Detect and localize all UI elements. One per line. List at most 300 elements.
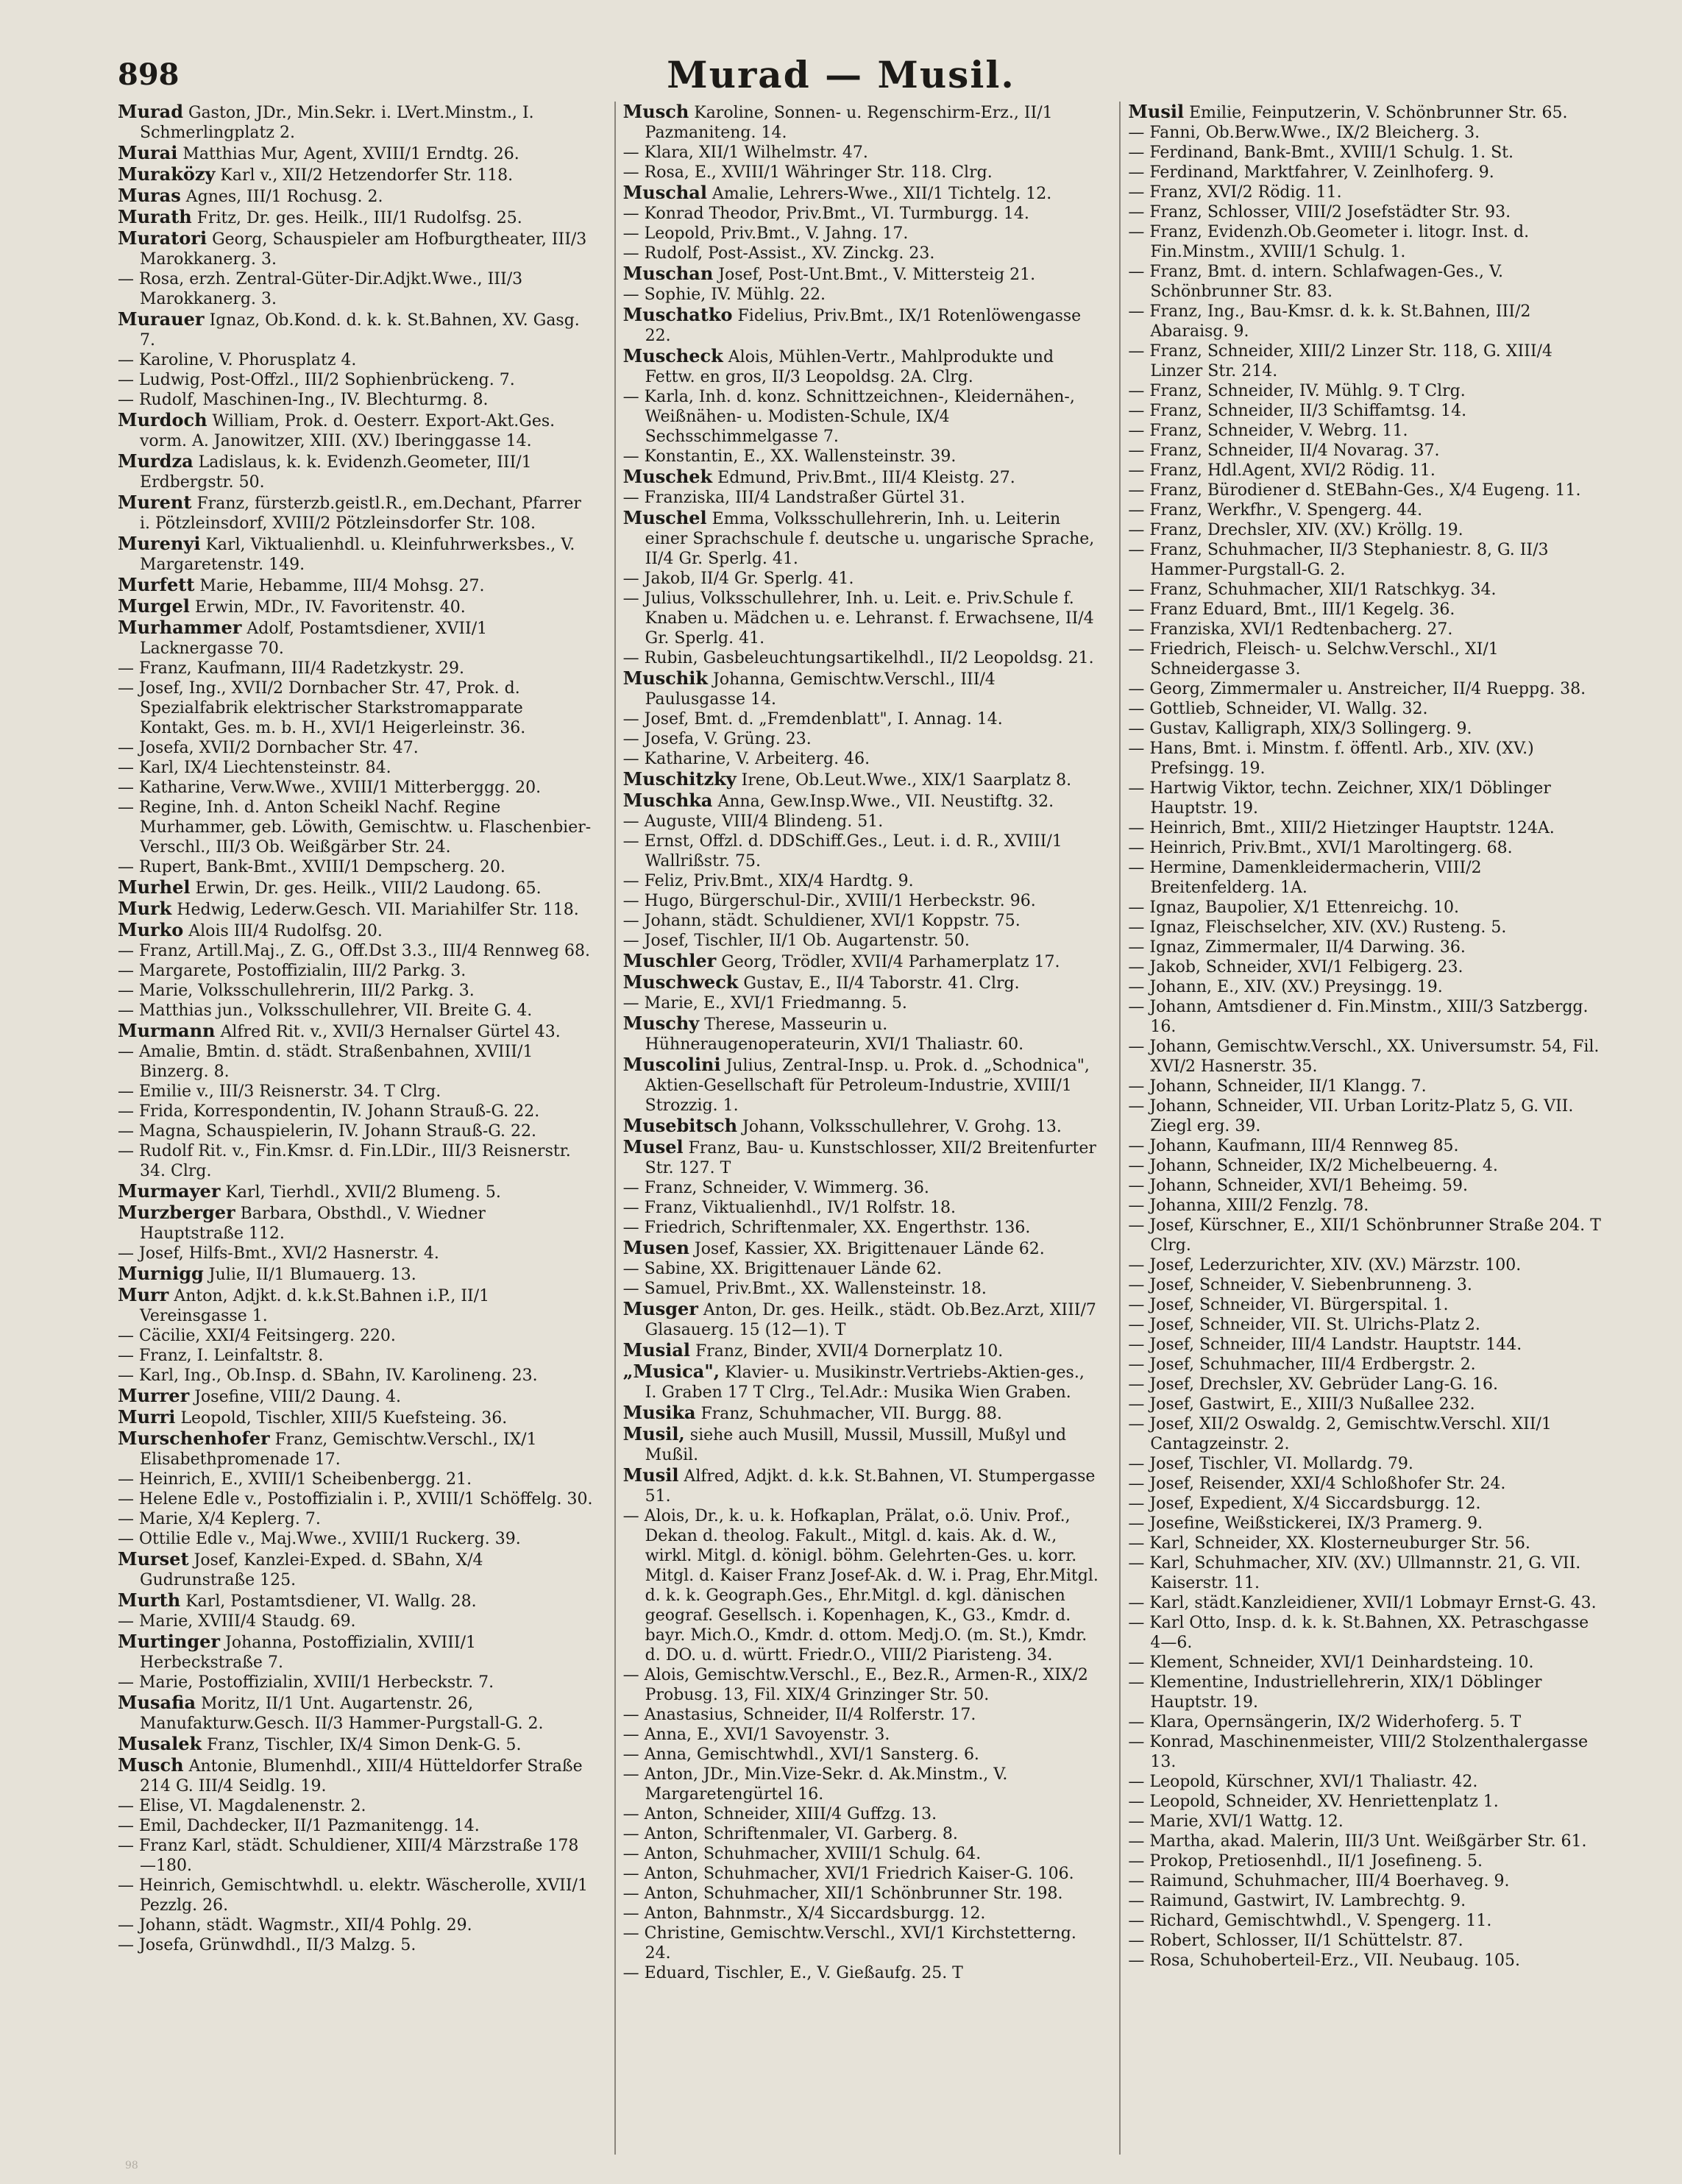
- entry-text: — Prokop, Pretiosenhdl., II/1 Josefineng. 5.: [1128, 1852, 1483, 1871]
- entry-surname: Murent: [118, 492, 192, 513]
- directory-entry: [1128, 1951, 1604, 1971]
- directory-entry: [623, 1259, 1099, 1279]
- directory-entry: [118, 410, 594, 451]
- directory-entry: [623, 508, 1099, 569]
- directory-entry: [118, 1386, 594, 1407]
- entry-text: — Feliz, Priv.Bmt., XIX/4 Hardtg. 9.: [622, 872, 914, 890]
- directory-entry: [1128, 143, 1604, 163]
- directory-entry: [623, 1725, 1099, 1745]
- directory-entry: [118, 920, 594, 941]
- entry-text: — Franz, Schneider, II/4 Novarag. 37.: [1128, 442, 1440, 460]
- entry-surname: Murdza: [118, 450, 194, 472]
- directory-entry: [1128, 1394, 1604, 1414]
- directory-entry: [1128, 1216, 1604, 1255]
- entry-text: — Marie, XVI/1 Wattg. 12.: [1128, 1812, 1344, 1831]
- entry-text: — Franz, Viktualienhdl., IV/1 Rolfstr. 18.: [622, 1199, 957, 1217]
- directory-entry: [1128, 1534, 1604, 1553]
- entry-text: — Karl, Schneider, XX. Klosterneuburger Str. 56.: [1128, 1534, 1530, 1553]
- entry-text: Erwin, MDr., IV. Favoritenstr. 40.: [189, 598, 466, 617]
- directory-entry: [1128, 1613, 1604, 1653]
- entry-text: — Alois, Dr., k. u. k. Hofkaplan, Prälat, o.ö. Univ. Prof., Dekan d. theolog. Fakult., Mitgl. d. kais. Ak. d. W., wirkl. Mitgl. d. königl. böhm. Gelehrten-Ges. u. korr. Mitgl. d. Kaiser Franz Josef-Ak. d. W. i. Prag, Ehr.Mitgl. d. k. k. Geograph.Ges., Ehr.Mitgl. d. kgl. dänischen geograf. Gesellsch. i. Kopenhagen, K., G3., Kmdr. d. bayr. Mich.O., Kmdr. d. ottom. Medj.O. (m. St.), Kmdr. d. DO. u. d. württ. Friedr.O., VIII/2 Piaristeng. 34.: [622, 1507, 1099, 1664]
- entry-text: — Klement, Schneider, XVI/1 Deinhardsteing. 10.: [1128, 1653, 1534, 1672]
- entry-text: — Marie, XVIII/4 Staudg. 69.: [118, 1612, 356, 1631]
- directory-entry: [118, 1796, 594, 1816]
- directory-entry: [1128, 779, 1604, 818]
- entry-text: — Ignaz, Zimmermaler, II/4 Darwing. 36.: [1128, 938, 1466, 957]
- entry-text: — Josef, XII/2 Oswaldg. 2, Gemischtw.Verschl. XII/1 Cantagzeinstr. 2.: [1128, 1415, 1552, 1453]
- entry-text: — Josef, Lederzurichter, XIV. (XV.) Märzstr. 100.: [1128, 1256, 1522, 1274]
- directory-entry: [118, 758, 594, 778]
- entry-text: — Heinrich, Priv.Bmt., XVI/1 Maroltingerg. 68.: [1128, 839, 1513, 857]
- directory-entry: [1128, 123, 1604, 143]
- entry-text: Fritz, Dr. ges. Heilk., III/1 Rudolfsg. 25.: [191, 209, 522, 227]
- directory-entry: [118, 877, 594, 898]
- directory-entry: [623, 305, 1099, 346]
- entry-text: Alfred, Adjkt. d. k.k. St.Bahnen, VI. Stumpergasse 51.: [645, 1467, 1096, 1506]
- directory-entry: [623, 1465, 1099, 1506]
- directory-entry: [118, 164, 594, 185]
- entry-text: — Helene Edle v., Postoffizialin i. P., XVIII/1 Schöffelg. 30.: [118, 1490, 593, 1508]
- entry-surname: Muschek: [622, 466, 713, 487]
- entry-text: — Franz, Schneider, V. Webrg. 11.: [1128, 422, 1408, 440]
- entry-text: — Josefine, Weißstickerei, IX/3 Pramerg. 9.: [1128, 1514, 1483, 1533]
- entry-text: — Franz, Artill.Maj., Z. G., Off.Dst 3.3., III/4 Rennweg 68.: [118, 942, 590, 960]
- directory-entry: [118, 1346, 594, 1366]
- entry-text: Amalie, Lehrers-Wwe., XII/1 Tichtelg. 12.: [706, 185, 1052, 203]
- entry-text: Franz, Bau- u. Kunstschlosser, XII/2 Breitenfurter Str. 127. T: [645, 1139, 1096, 1177]
- directory-entry: [623, 769, 1099, 790]
- directory-entry: [118, 1366, 594, 1386]
- directory-entry: [623, 1238, 1099, 1259]
- directory-entry: [118, 617, 594, 659]
- directory-entry: [623, 1665, 1099, 1705]
- entry-surname: Murth: [118, 1589, 181, 1611]
- entry-surname: Murdoch: [118, 409, 207, 430]
- directory-entry: [118, 659, 594, 678]
- directory-entry: [1128, 1653, 1604, 1673]
- entry-text: — Johann, Schneider, IX/2 Michelbeuerng. 4.: [1128, 1157, 1498, 1175]
- entry-surname: Musen: [622, 1237, 689, 1258]
- entry-text: — Josef, Schneider, III/4 Landstr. Hauptstr. 144.: [1128, 1336, 1522, 1354]
- entry-text: — Franz, Bürodiener d. StEBahn-Ges., X/4 Eugeng. 11.: [1128, 481, 1581, 500]
- entry-surname: Murad: [118, 102, 183, 122]
- entry-surname: Murrer: [118, 1385, 190, 1406]
- directory-entry: [118, 1590, 594, 1612]
- directory-entry: [623, 1705, 1099, 1725]
- directory-entry: [1128, 1335, 1604, 1355]
- directory-entry: [118, 1876, 594, 1915]
- directory-entry: [118, 207, 594, 228]
- directory-entry: [623, 467, 1099, 488]
- directory-entry: [118, 961, 594, 981]
- entry-text: — Rubin, Gasbeleuchtungsartikelhdl., II/2 Leopoldsg. 21.: [622, 649, 1094, 667]
- directory-entry: [118, 1915, 594, 1935]
- directory-entry: [1128, 1593, 1604, 1613]
- directory-entry: [623, 812, 1099, 832]
- entry-text: — Raimund, Schuhmacher, III/4 Boerhaveg. 9.: [1128, 1872, 1510, 1890]
- column-left: [118, 102, 594, 2155]
- directory-entry: [1128, 1812, 1604, 1832]
- entry-text: — Franz, Werkfhr., V. Spengerg. 44.: [1128, 501, 1423, 520]
- directory-entry: [1128, 1911, 1604, 1931]
- directory-entry: [118, 269, 594, 309]
- entry-surname: Muschatko: [622, 304, 733, 325]
- directory-entry: [1128, 381, 1604, 401]
- entry-text: siehe auch Musill, Mussil, Mussill, Mußyl und Mußil.: [645, 1426, 1067, 1464]
- entry-text: — Margarete, Postoffizialin, III/2 Parkg. 3.: [118, 962, 466, 980]
- entry-text: — Franz, Schuhmacher, XII/1 Ratschkyg. 34.: [1128, 581, 1497, 599]
- entry-surname: Murgel: [118, 595, 190, 617]
- directory-entry: [1128, 1712, 1604, 1732]
- entry-text: — Josef, Schneider, VII. St. Ulrichs-Platz 2.: [1128, 1316, 1480, 1334]
- entry-text: — Rudolf, Maschinen-Ing., IV. Blechturmg. 8.: [118, 391, 489, 409]
- directory-entry: [623, 1178, 1099, 1198]
- entry-text: — Hans, Bmt. i. Minstm. f. öffentl. Arb., XIV. (XV.) Prefsingg. 19.: [1128, 740, 1534, 778]
- entry-text: — Friedrich, Fleisch- u. Selchw.Verschl., XI/1 Schneidergasse 3.: [1128, 640, 1499, 678]
- entry-surname: Musch: [622, 102, 689, 122]
- entry-text: Johann, Volksschullehrer, V. Grohg. 13.: [737, 1118, 1062, 1136]
- directory-entry: [118, 1509, 594, 1529]
- directory-entry: [118, 1631, 594, 1673]
- entry-text: — Klara, XII/1 Wilhelmstr. 47.: [622, 143, 868, 162]
- entry-text: Hedwig, Lederw.Gesch. VII. Mariahilfer Str. 118.: [171, 901, 579, 919]
- directory-entry: [623, 931, 1099, 951]
- entry-text: — Regine, Inh. d. Anton Scheikl Nachf. Regine Murhammer, geb. Löwith, Gemischtw. u. Flaschenbier-Verschl., III/3 Ob. Weißgärber Str. 24.: [118, 798, 592, 857]
- entry-text: — Franz Eduard, Bmt., III/1 Kegelg. 36.: [1128, 600, 1455, 619]
- entry-surname: Murmann: [118, 1020, 216, 1041]
- entry-text: — Auguste, VIII/4 Blindeng. 51.: [622, 812, 884, 831]
- entry-text: — Josef, Kürschner, E., XII/1 Schönbrunner Straße 204. T Clrg.: [1128, 1216, 1601, 1255]
- column-right: [1119, 102, 1604, 2155]
- entry-text: — Karl Otto, Insp. d. k. k. St.Bahnen, XX. Petraschgasse 4—6.: [1128, 1614, 1589, 1652]
- directory-entry: [118, 350, 594, 370]
- entry-text: Johanna, Gemischtw.Verschl., III/4 Paulusgasse 14.: [645, 670, 996, 709]
- directory-entry: [1128, 1176, 1604, 1196]
- directory-entry: [118, 738, 594, 758]
- entry-text: — Leopold, Priv.Bmt., V. Jahng. 17.: [622, 224, 909, 243]
- entry-text: — Josef, Hilfs-Bmt., XVI/2 Hasnerstr. 4.: [118, 1244, 439, 1263]
- entry-surname: Murk: [118, 898, 172, 919]
- directory-entry: [118, 678, 594, 738]
- entry-text: — Karla, Inh. d. konz. Schnittzeichnen-, Kleidernähen-, Weißnähen- u. Modisten-Schule, IX/4 Sechsschimmelgasse 7.: [622, 388, 1075, 446]
- directory-entry: [118, 1469, 594, 1489]
- entry-text: Edmund, Priv.Bmt., III/4 Kleistg. 27.: [712, 469, 1015, 487]
- directory-entry: [1128, 1315, 1604, 1335]
- entry-text: Anton, Adjkt. d. k.k.St.Bahnen i.P., II/1 Vereinsgasse 1.: [140, 1287, 490, 1325]
- entry-text: Emilie, Feinputzerin, V. Schönbrunner Str. 65.: [1184, 104, 1568, 122]
- entry-text: Leopold, Tischler, XIII/5 Kuefsteing. 36.: [175, 1409, 508, 1428]
- entry-text: Karl, Postamtsdiener, VI. Wallg. 28.: [180, 1592, 477, 1611]
- entry-surname: Muscheck: [622, 345, 723, 366]
- entry-text: Therese, Masseurin u. Hühneraugenoperateurin, XVI/1 Thaliastr. 60.: [645, 1015, 1024, 1054]
- directory-entry: [118, 1001, 594, 1021]
- entry-text: — Josef, Tischler, II/1 Ob. Augartenstr. 50.: [622, 932, 970, 950]
- directory-entry: [623, 993, 1099, 1013]
- directory-entry: [118, 1021, 594, 1042]
- entry-text: — Ottilie Edle v., Maj.Wwe., XVIII/1 Ruckerg. 39.: [118, 1530, 521, 1548]
- entry-text: — Karl, Schuhmacher, XIV. (XV.) Ullmannstr. 21, G. VII. Kaiserstr. 11.: [1128, 1554, 1581, 1592]
- entry-text: — Josef, Schneider, V. Siebenbrunneng. 3.: [1128, 1276, 1472, 1294]
- directory-entry: [623, 832, 1099, 871]
- entry-text: Karl, Tierhdl., XVII/2 Blumeng. 5.: [220, 1183, 501, 1202]
- directory-entry: [1128, 1871, 1604, 1891]
- directory-entry: [1128, 639, 1604, 679]
- entry-surname: Muschler: [622, 950, 717, 971]
- entry-surname: Musalek: [118, 1733, 202, 1754]
- entry-text: — Josef, Reisender, XXI/4 Schloßhofer Str. 24.: [1128, 1475, 1506, 1493]
- page-number: 898: [118, 57, 180, 92]
- entry-text: Matthias Mur, Agent, XVIII/1 Erndtg. 26.: [177, 145, 519, 163]
- entry-text: — Anton, Schriftenmaler, VI. Garberg. 8.: [622, 1825, 958, 1843]
- entry-text: — Josef, Expedient, X/4 Siccardsburgg. 12.: [1128, 1495, 1481, 1513]
- entry-text: — Johann, Schneider, II/1 Klangg. 7.: [1128, 1077, 1427, 1096]
- entry-surname: Murri: [118, 1406, 176, 1428]
- directory-entry: [118, 1612, 594, 1631]
- entry-text: — Hermine, Damenkleidermacherin, VIII/2 Breitenfelderg. 1A.: [1128, 859, 1482, 897]
- directory-entry: [118, 102, 594, 143]
- entry-surname: Muschitzky: [622, 768, 737, 790]
- directory-entry: [623, 1299, 1099, 1340]
- entry-surname: Murset: [118, 1548, 189, 1570]
- entry-text: — Jakob, Schneider, XVI/1 Felbigerg. 23.: [1128, 958, 1463, 976]
- entry-text: Josefine, VIII/2 Daung. 4.: [189, 1388, 401, 1406]
- directory-entry: [1128, 1196, 1604, 1216]
- directory-entry: [1128, 341, 1604, 381]
- entry-surname: Murschenhofer: [118, 1428, 270, 1449]
- entry-surname: Musel: [622, 1136, 684, 1157]
- entry-surname: Muschik: [622, 667, 709, 689]
- directory-entry: [118, 1285, 594, 1326]
- directory-entry: [1128, 699, 1604, 719]
- directory-entry: [1128, 102, 1604, 123]
- entry-text: — Anastasius, Schneider, II/4 Rolferstr. 17.: [622, 1706, 976, 1724]
- entry-text: — Johann, Gemischtw.Verschl., XX. Universumstr. 54, Fil. XVI/2 Hasnerstr. 35.: [1128, 1038, 1600, 1076]
- entry-surname: Murzberger: [118, 1202, 235, 1223]
- entry-text: — Anna, Gemischtwhdl., XVI/1 Sansterg. 6.: [622, 1745, 979, 1764]
- directory-entry: [118, 1326, 594, 1346]
- entry-text: — Raimund, Gastwirt, IV. Lambrechtg. 9.: [1128, 1892, 1466, 1910]
- entry-text: — Konrad Theodor, Priv.Bmt., VI. Turmburgg. 14.: [622, 205, 1029, 223]
- entry-text: — Franz, I. Leinfaltstr. 8.: [118, 1347, 324, 1365]
- directory-entry: [623, 729, 1099, 749]
- directory-entry: [623, 182, 1099, 204]
- entry-surname: „Musica",: [622, 1361, 720, 1382]
- directory-entry: [623, 263, 1099, 285]
- directory-entry: [1128, 1156, 1604, 1176]
- directory-entry: [623, 1506, 1099, 1665]
- directory-entry: [623, 871, 1099, 891]
- directory-entry: [623, 1198, 1099, 1218]
- entry-text: — Cäcilie, XXI/4 Feitsingerg. 220.: [118, 1327, 396, 1345]
- entry-surname: Murath: [118, 206, 192, 227]
- directory-entry: [1128, 719, 1604, 739]
- entry-text: Antonie, Blumenhdl., XIII/4 Hütteldorfer Straße 214 G. III/4 Seidlg. 19.: [140, 1757, 583, 1795]
- entry-text: — Anton, Schuhmacher, XVI/1 Friedrich Kaiser-G. 106.: [622, 1865, 1074, 1883]
- entry-surname: Muschan: [622, 263, 714, 284]
- entry-text: — Franz, Schneider, IV. Mühlg. 9. T Clrg.: [1128, 382, 1466, 400]
- entry-text: — Johann, E., XIV. (XV.) Preysingg. 19.: [1128, 978, 1443, 996]
- entry-surname: Muschal: [622, 182, 707, 203]
- directory-entry: [1128, 163, 1604, 182]
- directory-entry: [118, 1181, 594, 1202]
- directory-entry: [1128, 1891, 1604, 1911]
- entry-text: Franz, fürsterzb.geistl.R., em.Dechant, Pfarrer i. Pötzleinsdorf, XVIII/2 Pötzleinsdorfer Str. 108.: [140, 494, 581, 533]
- directory-entry: [1128, 1077, 1604, 1096]
- entry-text: — Johanna, XIII/2 Fenzlg. 78.: [1128, 1196, 1369, 1215]
- directory-entry: [623, 1884, 1099, 1904]
- directory-entry: [1128, 202, 1604, 222]
- entry-text: — Fanni, Ob.Berw.Wwe., IX/2 Bleicherg. 3.: [1128, 124, 1480, 142]
- entry-text: — Christine, Gemischtw.Verschl., XVI/1 Kirchstetterng. 24.: [622, 1924, 1076, 1963]
- directory-entry: [1128, 620, 1604, 639]
- entry-text: Anna, Gew.Insp.Wwe., VII. Neustiftg. 32.: [712, 793, 1054, 811]
- entry-surname: Musial: [622, 1339, 690, 1361]
- directory-entry: [118, 1263, 594, 1285]
- entry-text: — Rosa, erzh. Zentral-Güter-Dir.Adjkt.Wwe., III/3 Marokkanerg. 3.: [118, 270, 523, 308]
- directory-entry: [1128, 1553, 1604, 1593]
- entry-text: Josef, Kassier, XX. Brigittenauer Lände 62.: [689, 1240, 1045, 1258]
- entry-text: — Leopold, Kürschner, XVI/1 Thaliastr. 42.: [1128, 1773, 1478, 1791]
- directory-entry: [623, 951, 1099, 972]
- entry-surname: Murhammer: [118, 617, 242, 638]
- entry-text: — Josef, Schneider, VI. Bürgerspital. 1.: [1128, 1296, 1449, 1314]
- directory-entry: [623, 1340, 1099, 1361]
- entry-text: Adolf, Postamtsdiener, XVII/1 Lacknergasse 70.: [140, 620, 488, 658]
- directory-entry: [1128, 1037, 1604, 1077]
- entry-text: — Heinrich, Gemischtwhdl. u. elektr. Wäscherolle, XVII/1 Pezzlg. 26.: [118, 1876, 588, 1915]
- entry-text: — Marie, Postoffizialin, XVIII/1 Herbeckstr. 7.: [118, 1673, 494, 1692]
- directory-entry: [1128, 441, 1604, 461]
- directory-entry: [118, 228, 594, 269]
- entry-text: Franz, Gemischtw.Verschl., IX/1 Elisabethpromenade 17.: [140, 1430, 537, 1469]
- directory-entry: [623, 1218, 1099, 1238]
- entry-text: — Sophie, IV. Mühlg. 22.: [622, 286, 826, 304]
- page-stamp: 98: [125, 2160, 138, 2171]
- directory-entry: [118, 1428, 594, 1469]
- entry-text: Ladislaus, k. k. Evidenzh.Geometer, III/1 Erdbergstr. 50.: [140, 453, 532, 492]
- entry-text: Franz, Schuhmacher, VII. Burgg. 88.: [695, 1405, 1002, 1423]
- directory-entry: [1128, 1275, 1604, 1295]
- directory-entry: [1128, 898, 1604, 918]
- directory-entry: [1128, 1136, 1604, 1156]
- entry-surname: Murenyi: [118, 533, 201, 554]
- directory-entry: [1128, 262, 1604, 302]
- directory-entry: [623, 790, 1099, 812]
- entry-text: — Anton, Schuhmacher, XVIII/1 Schulg. 64.: [622, 1845, 982, 1863]
- entry-text: — Richard, Gemischtwhdl., V. Spengerg. 11.: [1128, 1912, 1492, 1930]
- entry-surname: Murauer: [118, 308, 205, 330]
- entry-text: — Franz, Kaufmann, III/4 Radetzkystr. 29.: [118, 659, 464, 678]
- entry-text: — Josefa, Grünwdhdl., II/3 Malzg. 5.: [118, 1936, 416, 1954]
- entry-text: Klavier- u. Musikinstr.Vertriebs-Aktien-ges., I. Graben 17 T Clrg., Tel.Adr.: Musika Wien Graben.: [645, 1364, 1085, 1402]
- directory-entry: [118, 1529, 594, 1549]
- entry-text: — Magna, Schauspielerin, IV. Johann Strauß-G. 22.: [118, 1122, 537, 1141]
- entry-text: — Ferdinand, Bank-Bmt., XVIII/1 Schulg. 1. St.: [1128, 143, 1514, 162]
- directory-entry: [623, 387, 1099, 447]
- entry-text: — Klementine, Industriellehrerin, XIX/1 Döblinger Hauptstr. 19.: [1128, 1673, 1542, 1712]
- entry-surname: Musafia: [118, 1692, 196, 1713]
- entry-text: — Josef, Drechsler, XV. Gebrüder Lang-G. 16.: [1128, 1375, 1498, 1394]
- entry-text: — Anton, JDr., Min.Vize-Sekr. d. Ak.Minstm., V. Margaretengürtel 16.: [622, 1765, 1008, 1804]
- directory-entry: [623, 1279, 1099, 1299]
- directory-entry: [118, 1407, 594, 1428]
- directory-entry: [1128, 1772, 1604, 1792]
- entry-text: — Anton, Bahnmstr., X/4 Siccardsburgg. 12.: [622, 1904, 986, 1923]
- entry-text: — Georg, Zimmermaler u. Anstreicher, II/4 Rueppg. 38.: [1128, 680, 1586, 698]
- column-middle: [614, 102, 1099, 2155]
- directory-entry: [1128, 937, 1604, 957]
- directory-entry: [623, 1864, 1099, 1884]
- entry-text: — Franz, Schlosser, VIII/2 Josefstädter Str. 93.: [1128, 203, 1511, 221]
- entry-text: — Franz, Bmt. d. intern. Schlafwagen-Ges., V. Schönbrunner Str. 83.: [1128, 263, 1504, 301]
- entry-surname: Muratori: [118, 227, 207, 249]
- entry-text: — Heinrich, E., XVIII/1 Scheibenbergg. 21.: [118, 1470, 472, 1489]
- entry-text: — Emil, Dachdecker, II/1 Pazmanitengg. 14.: [118, 1817, 480, 1835]
- directory-entry: [623, 346, 1099, 387]
- entry-text: — Karoline, V. Phorusplatz 4.: [118, 351, 357, 369]
- entry-surname: Muscolini: [622, 1054, 721, 1075]
- entry-text: — Johann, Amtsdiener d. Fin.Minstm., XIII/3 Satzbergg. 16.: [1128, 998, 1589, 1036]
- entry-text: — Friedrich, Schriftenmaler, XX. Engerthstr. 136.: [622, 1219, 1031, 1237]
- entry-text: — Martha, akad. Malerin, III/3 Unt. Weißgärber Str. 61.: [1128, 1832, 1587, 1851]
- entry-text: — Rosa, Schuhoberteil-Erz., VII. Neubaug. 105.: [1128, 1951, 1520, 1970]
- directory-entry: [1128, 679, 1604, 699]
- directory-entry: [623, 1824, 1099, 1844]
- directory-entry: [118, 390, 594, 410]
- entry-text: — Karl, IX/4 Liechtensteinstr. 84.: [118, 759, 391, 777]
- entry-surname: Musebitsch: [622, 1115, 738, 1136]
- entry-text: Josef, Kanzlei-Exped. d. SBahn, X/4 Gudrunstraße 125.: [140, 1551, 483, 1589]
- directory-entry: [118, 1082, 594, 1102]
- entry-surname: Musch: [118, 1754, 184, 1776]
- entry-text: — Johann, städt. Wagmstr., XII/4 Pohlg. 29.: [118, 1916, 472, 1935]
- entry-surname: Murko: [118, 919, 184, 940]
- entry-text: — Rudolf Rit. v., Fin.Kmsr. d. Fin.LDir., III/3 Reisnerstr. 34. Clrg.: [118, 1142, 571, 1180]
- directory-entry: [623, 668, 1099, 709]
- entry-text: — Anton, Schneider, XIII/4 Guffzg. 13.: [622, 1805, 937, 1823]
- entry-text: — Sabine, XX. Brigittenauer Lände 62.: [622, 1260, 942, 1278]
- entry-surname: Musil: [622, 1464, 679, 1486]
- directory-entry: [1128, 481, 1604, 500]
- entry-surname: Muraközy: [118, 163, 216, 185]
- entry-surname: Murfett: [118, 574, 195, 595]
- directory-entry: [623, 1765, 1099, 1804]
- entry-text: William, Prok. d. Oesterr. Export-Akt.Ges. vorm. A. Janowitzer, XIII. (XV.) Iberinggasse 14.: [140, 412, 556, 450]
- entry-text: — Josef, Bmt. d. „Fremdenblatt", I. Annag. 14.: [622, 710, 1003, 728]
- directory-entry: [1128, 1414, 1604, 1454]
- entry-text: Alois, Mühlen-Vertr., Mahlprodukte und Fettw. en gros, II/3 Leopoldsg. 2A. Clrg.: [645, 348, 1054, 386]
- directory-entry: [1128, 918, 1604, 937]
- directory-entry: [118, 1102, 594, 1121]
- entry-text: Georg, Schauspieler am Hofburgtheater, III/3 Marokkanerg. 3.: [140, 230, 587, 269]
- entry-text: Alois III/4 Rudolfsg. 20.: [183, 922, 383, 940]
- entry-surname: Musger: [622, 1298, 698, 1319]
- directory-entry: [1128, 1355, 1604, 1375]
- entry-text: — Samuel, Priv.Bmt., XX. Wallensteinstr. 18.: [622, 1280, 987, 1298]
- directory-entry: [1128, 600, 1604, 620]
- entry-text: — Elise, VI. Magdalenenstr. 2.: [118, 1797, 366, 1815]
- directory-entry: [118, 1755, 594, 1796]
- directory-entry: [118, 309, 594, 350]
- directory-entry: [118, 143, 594, 164]
- directory-entry: [118, 857, 594, 877]
- directory-entry: [1128, 401, 1604, 421]
- entry-text: — Amalie, Bmtin. d. städt. Straßenbahnen, XVIII/1 Binzerg. 8.: [118, 1043, 533, 1081]
- directory-entry: [118, 1549, 594, 1590]
- entry-text: Johanna, Postoffizialin, XVIII/1 Herbeckstraße 7.: [140, 1634, 476, 1672]
- entry-surname: Muschy: [622, 1013, 700, 1034]
- directory-entry: [1128, 182, 1604, 202]
